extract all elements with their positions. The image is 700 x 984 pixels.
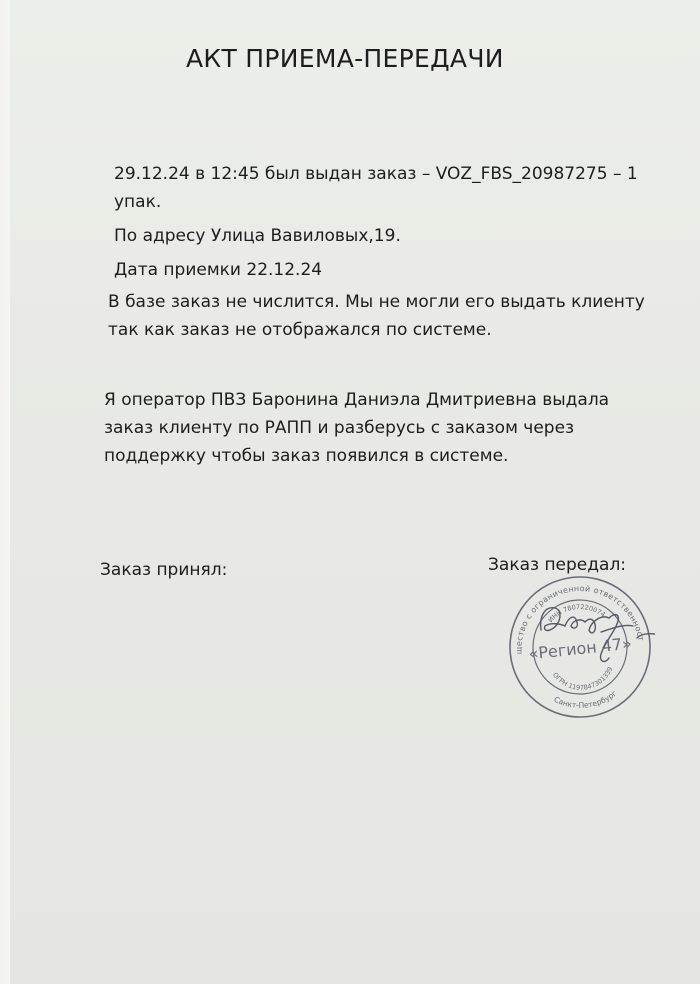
address-line: По адресу Улица Вавиловых,19. — [114, 226, 401, 246]
company-seal-stamp — [505, 572, 655, 722]
operator-line-1: Я оператор ПВЗ Баронина Даниэла Дмитриевна выдала — [104, 390, 610, 410]
seal-city-text: Санкт-Петербург — [552, 688, 619, 710]
seal-outer-text: Общество с ограниченной ответственностью — [514, 583, 646, 655]
handed-over-label: Заказ передал: — [488, 555, 627, 575]
explanation-paragraph — [108, 288, 668, 344]
explanation-line-1: В базе заказ не числится. Мы не могли его выдать клиенту — [108, 292, 645, 312]
issue-line-1: 29.12.24 в 12:45 был выдан заказ – VOZ_FBS_20987275 – 1 — [114, 164, 638, 184]
document-title: АКТ ПРИЕМА-ПЕРЕДАЧИ — [186, 44, 504, 73]
operator-statement-paragraph — [104, 386, 664, 470]
operator-line-2: заказ клиенту по РАПП и разберусь с заказом через — [104, 418, 575, 438]
document-sheet — [10, 0, 700, 984]
seal-center-text: «Регион 47» — [527, 633, 633, 664]
receipt-date-line: Дата приемки 22.12.24 — [114, 260, 323, 280]
seal-inn-text: ИНН 7807220074 — [546, 602, 607, 625]
seal-ogrn-text: ОГРН 1197847301339 — [550, 665, 615, 692]
received-by-label: Заказ принял: — [100, 560, 228, 580]
explanation-line-2: так как заказ не отображался по системе. — [108, 320, 492, 340]
issue-line-2: упак. — [114, 192, 162, 212]
operator-line-3: поддержку чтобы заказ появился в системе. — [104, 446, 509, 466]
issue-paragraph — [114, 160, 654, 216]
